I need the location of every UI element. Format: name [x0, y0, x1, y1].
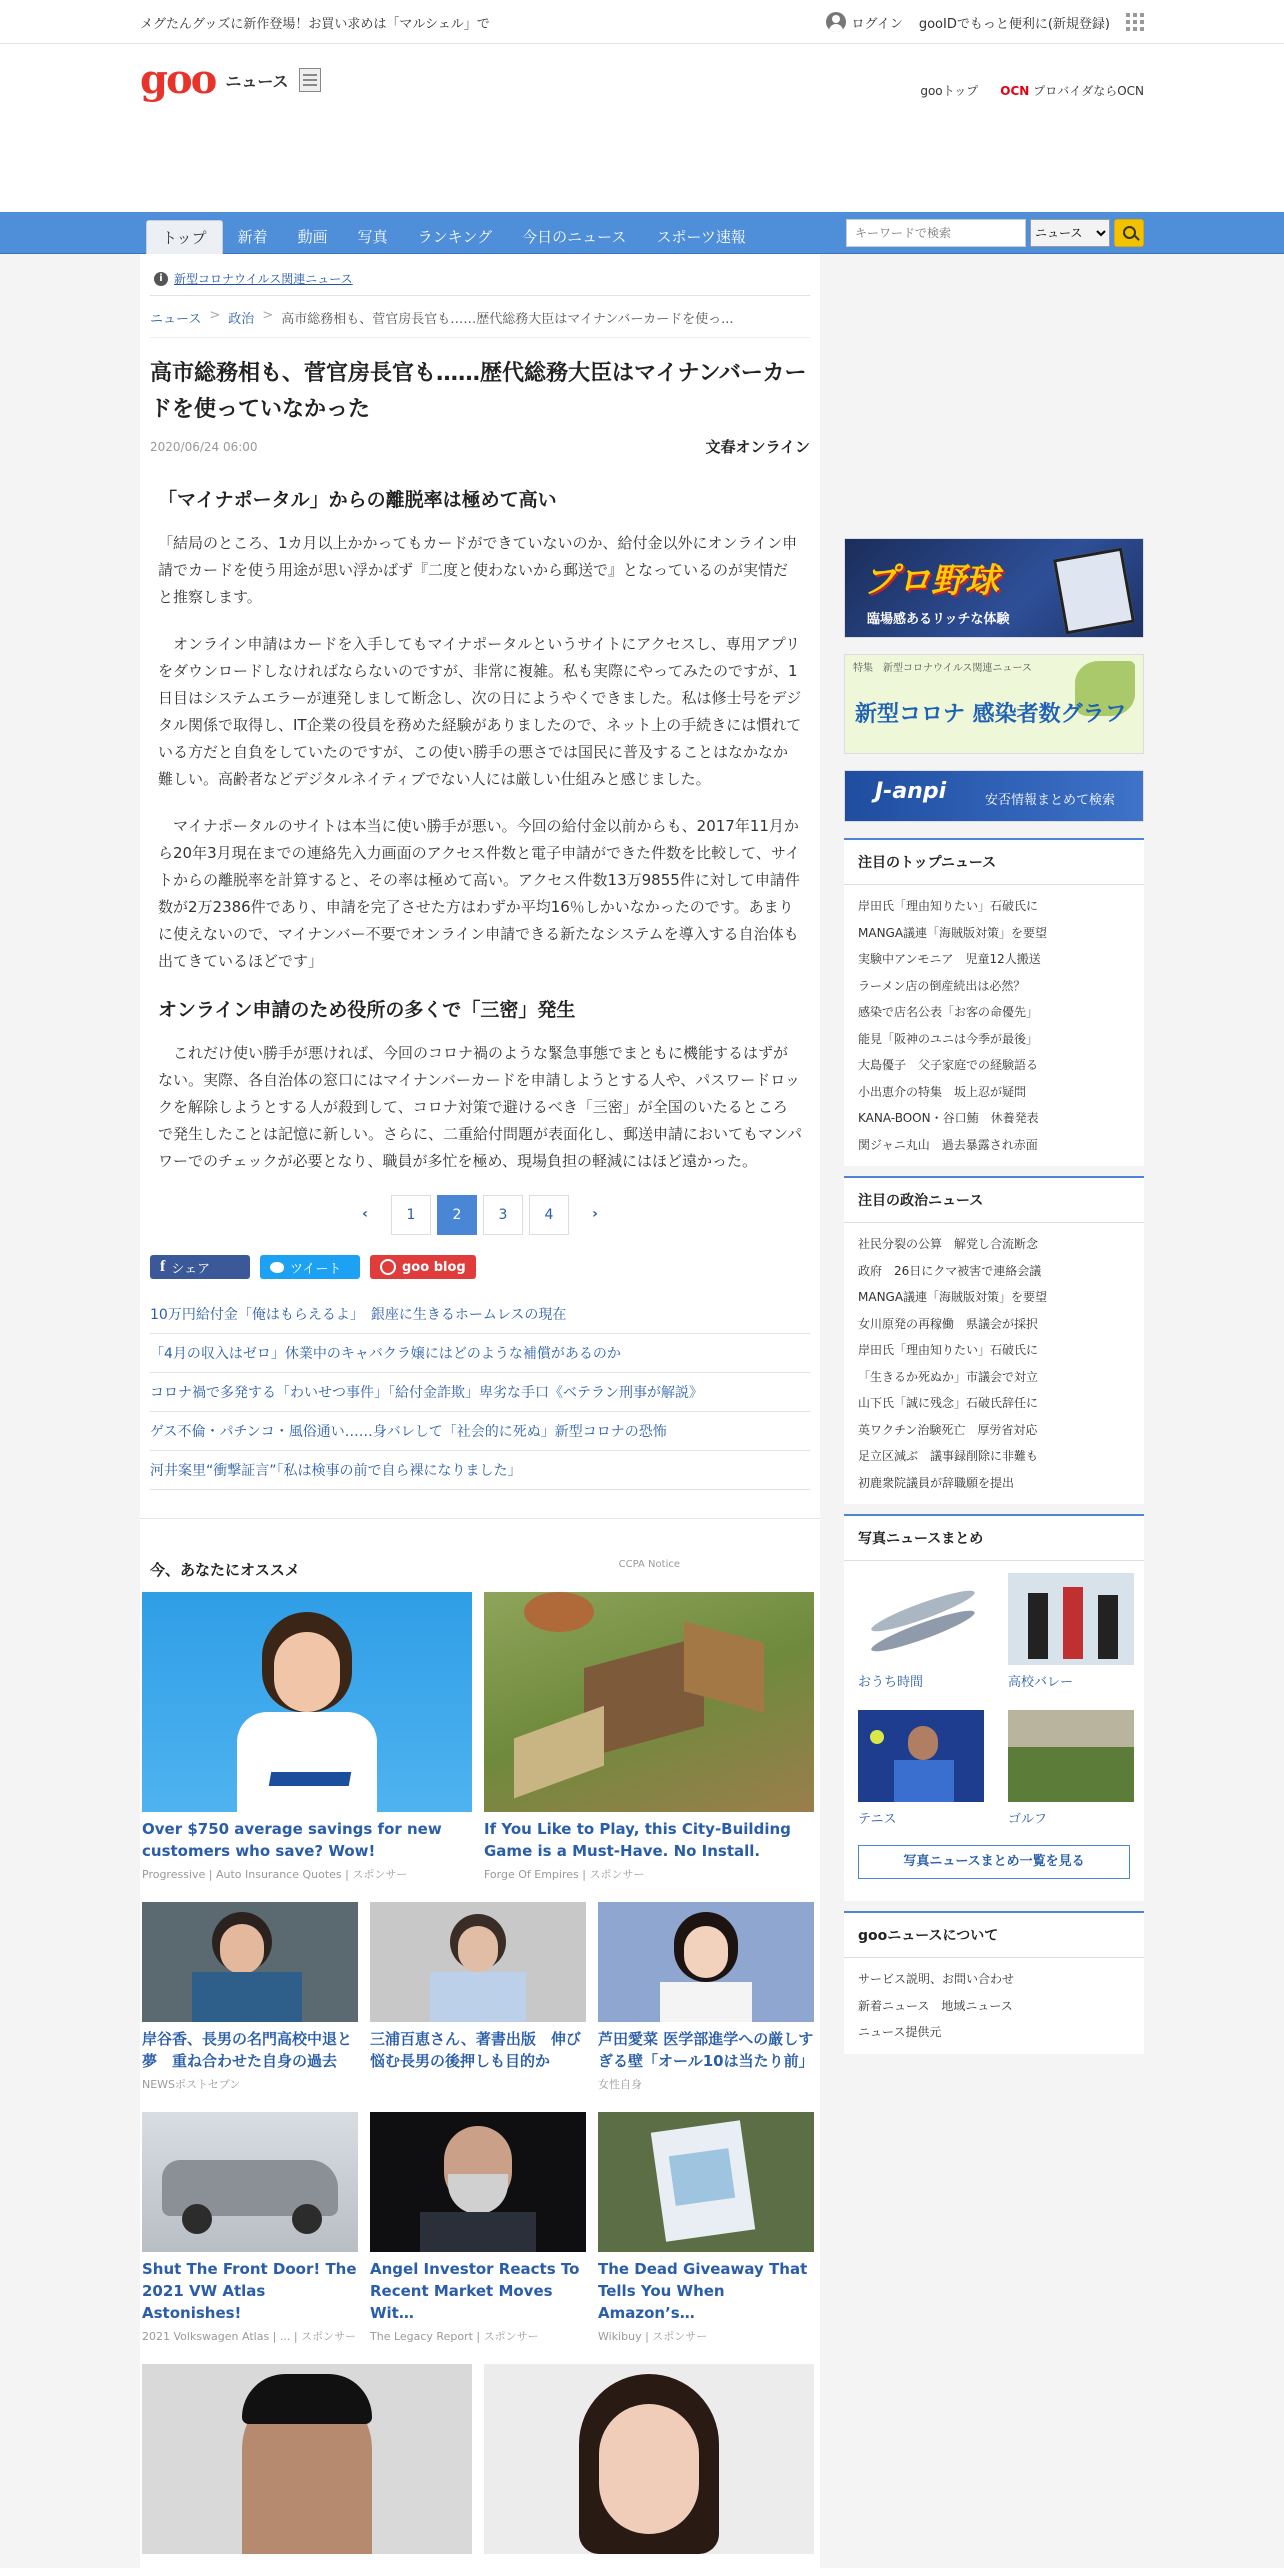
- reco-card[interactable]: [484, 1592, 814, 1882]
- section-heading: 写真ニュースまとめ: [844, 1528, 1144, 1561]
- tab-sports[interactable]: スポーツ速報: [656, 228, 746, 246]
- twitter-icon: [270, 1262, 284, 1273]
- goo-blog-label: goo blog: [402, 1259, 466, 1275]
- twitter-share-button[interactable]: [260, 1255, 360, 1279]
- top-news-item[interactable]: 小出恵介の特集 坂上忍が疑問: [858, 1084, 1027, 1099]
- article-subheading: 「マイナポータル」からの離脱率は極めて高い: [158, 489, 557, 511]
- ccpa-notice-link[interactable]: CCPA Notice: [618, 1559, 680, 1570]
- reco-title: 岸谷香、長男の名門高校中退と夢 重ね合わせた自身の過去: [142, 2030, 353, 2070]
- search-category-select[interactable]: [1030, 219, 1110, 247]
- breadcrumb-current: 高市総務相も、菅官房長官も……歴代総務大臣はマイナンバーカードを使っ...: [281, 312, 734, 327]
- page-2-button[interactable]: 2: [437, 1195, 477, 1235]
- goo-blog-button[interactable]: [370, 1255, 476, 1279]
- photo-caption: おうち時間: [858, 1675, 924, 1690]
- next-page-button[interactable]: ›: [575, 1195, 615, 1235]
- photo-thumbnail: [1008, 1710, 1134, 1802]
- tab-photo[interactable]: 写真: [357, 228, 388, 246]
- breadcrumb: [150, 296, 810, 338]
- related-links: [150, 1295, 810, 1490]
- reco-card[interactable]: [484, 2364, 814, 2554]
- top-news-item[interactable]: 能見「阪神のユニは今季が最後」: [858, 1031, 1039, 1046]
- top-news-item[interactable]: 実験中アンモニア 児童12人搬送: [858, 952, 1041, 966]
- about-list: [858, 1966, 1130, 2046]
- reco-title: Over $750 average savings for new customers who save? Wow!: [142, 1820, 442, 1860]
- tab-ranking[interactable]: ランキング: [417, 228, 493, 246]
- politics-news-section: [844, 1176, 1144, 1504]
- reco-thumbnail: [598, 1902, 814, 2022]
- ocn-text: プロバイダならOCN: [1033, 83, 1144, 98]
- tab-new[interactable]: 新着: [237, 228, 268, 246]
- photo-caption: テニス: [858, 1812, 897, 1827]
- reco-source: 女性自身: [598, 2078, 642, 2091]
- about-section: [844, 1911, 1144, 2054]
- reco-thumbnail: [484, 1592, 814, 1812]
- search-icon[interactable]: [1114, 219, 1144, 247]
- sidebar: [844, 254, 1144, 2064]
- main-column: [140, 254, 820, 2568]
- twitter-share-label: ツイート: [290, 1261, 342, 1277]
- apps-grid-icon[interactable]: [1126, 13, 1144, 31]
- reco-title: Angel Investor Reacts To Recent Market Moves Wit…: [370, 2260, 580, 2322]
- info-icon: i: [154, 272, 168, 286]
- reco-source: Wikibuy | スポンサー: [598, 2330, 708, 2343]
- breadcrumb-separator: >: [262, 308, 274, 323]
- reco-thumbnail: [370, 2112, 586, 2252]
- article-subheading: オンライン申請のため役所の多くで「三密」発生: [158, 999, 576, 1021]
- politics-news-item[interactable]: 政府 26日にクマ被害で連絡会議: [858, 1263, 1042, 1278]
- banner-title: J-anpi: [875, 779, 947, 804]
- banner-subtitle: 安否情報まとめて検索: [985, 793, 1116, 808]
- article-body: [150, 457, 810, 1175]
- photo-item[interactable]: [1008, 1573, 1134, 1700]
- related-link[interactable]: 10万円給付金「俺はもらえるよ」 銀座に生きるホームレスの現在: [150, 1295, 810, 1334]
- page-4-button[interactable]: 4: [529, 1195, 569, 1235]
- section-heading: 注目の政治ニュース: [844, 1190, 1144, 1223]
- photo-caption: ゴルフ: [1008, 1812, 1048, 1827]
- reco-thumbnail: [142, 1592, 472, 1812]
- recommendations: [140, 1518, 820, 2554]
- photo-item[interactable]: [1008, 1710, 1134, 1837]
- reco-title: Shut The Front Door! The 2021 VW Atlas Astonishes!: [142, 2260, 357, 2322]
- goo-id-register-link[interactable]: gooIDでもっと便利に(新規登録): [918, 16, 1110, 32]
- goo-blog-icon: [380, 1259, 396, 1275]
- phone-icon: [1053, 547, 1135, 634]
- reco-card[interactable]: [370, 1902, 586, 2092]
- top-news-item[interactable]: ラーメン店の倒産続出は必然？: [858, 978, 1026, 993]
- page-1-button[interactable]: 1: [391, 1195, 431, 1235]
- reco-thumbnail: [484, 2364, 814, 2554]
- reco-card[interactable]: [142, 2364, 472, 2554]
- politics-news-item[interactable]: 「生きるか死ぬか」市議会で対立: [858, 1369, 1039, 1384]
- about-link[interactable]: サービス説明、お問い合わせ: [858, 1972, 1015, 1986]
- photo-item[interactable]: [858, 1710, 984, 1837]
- user-icon: [826, 12, 846, 32]
- share-buttons: [150, 1255, 810, 1287]
- politics-news-item[interactable]: 山下氏「誠に残念」石破氏辞任に: [858, 1396, 1039, 1410]
- politics-news-item[interactable]: 社民分裂の公算 解党し合流断念: [858, 1237, 1039, 1251]
- politics-news-item[interactable]: 初鹿衆院議員が辞職願を提出: [858, 1475, 1015, 1490]
- reco-source: Forge Of Empires | スポンサー: [484, 1868, 645, 1881]
- nav-tabs: [140, 220, 761, 254]
- politics-news-list: [858, 1231, 1130, 1496]
- article-source[interactable]: 文春オンライン: [705, 438, 810, 456]
- tab-top[interactable]: トップ: [146, 220, 223, 254]
- article: [140, 356, 820, 1490]
- about-link[interactable]: ニュース提供元: [858, 2025, 942, 2039]
- section-heading: gooニュースについて: [844, 1925, 1144, 1958]
- reco-source: NEWSポストセブン: [142, 2078, 241, 2091]
- breadcrumb-separator: >: [209, 308, 221, 323]
- politics-news-item[interactable]: 英ワクチン治験死亡 厚労省対応: [858, 1422, 1038, 1437]
- top-news-item[interactable]: 大島優子 父子家庭での経験語る: [858, 1058, 1039, 1072]
- search-input[interactable]: [846, 219, 1026, 247]
- facebook-share-button[interactable]: [150, 1255, 250, 1279]
- ocn-link[interactable]: [1000, 82, 1144, 99]
- reco-card[interactable]: [142, 1592, 472, 1882]
- reco-heading: 今、あなたにオススメ: [150, 1561, 300, 1579]
- reco-thumbnail: [142, 1902, 358, 2022]
- banner-tag: 特集 新型コロナウイルス関連ニュース: [853, 663, 1032, 674]
- top-news-item[interactable]: KANA-BOON・谷口鮪 休養発表: [858, 1111, 1039, 1125]
- pagination: [150, 1195, 810, 1235]
- article-title: 高市総務相も、菅官房長官も……歴代総務大臣はマイナンバーカードを使っていなかった: [150, 361, 807, 422]
- photo-thumbnail: [858, 1573, 984, 1665]
- article-paragraph: マイナポータルのサイトは本当に使い勝手が悪い。今回の給付金以前からも、2017年11月から20年3月現在までの連絡先入力画面のアクセス件数と電子申請ができた件数を比較して、サイトからの離脱率を計算すると、その率は極めて高い。アクセス件数13万9855件に対して申請件数が2万2386件であり、申請を完了させた方はわずか平均16％しかいなかったのです。あまりに使えないので、マイナンバー不要でオンライン申請できる新たなシステムを導入する自治体も出てきているほどです」: [158, 817, 800, 970]
- reco-card[interactable]: [598, 2112, 814, 2344]
- top-news-item[interactable]: 感染で店名公表「お客の命優先」: [858, 1005, 1039, 1019]
- photo-thumbnail: [858, 1710, 984, 1802]
- top-news-item[interactable]: MANGA議連「海賊版対策」を要望: [858, 925, 1048, 940]
- reco-title: 三浦百恵さん、著書出版 伸び悩む長男の後押しも目的か: [370, 2030, 581, 2070]
- reco-thumbnail: [142, 2112, 358, 2252]
- related-link[interactable]: 河井案里“衝撃証言”「私は検事の前で自ら裸になりました」: [150, 1451, 810, 1490]
- photo-news-section: [844, 1514, 1144, 1901]
- breadcrumb-news[interactable]: ニュース: [150, 312, 202, 327]
- reco-card[interactable]: [142, 2112, 358, 2344]
- politics-news-item[interactable]: 女川原発の再稼働 県議会が採択: [858, 1316, 1039, 1331]
- reco-card[interactable]: [142, 1902, 358, 2092]
- article-paragraph: オンライン申請はカードを入手してもマイナポータルというサイトにアクセスし、専用アプリをダウンロードしなければならないのですが、非常に複雑。私も実際にやってみたのですが、1日目はシステムエラーが連発しまして断念し、次の日にようやくできました。私は修士号をデジタル関係で取得し、IT企業の役員を務めた経験がありましたので、ネット上の手続きには慣れている方だと自負をしていたのですが、この使い勝手の悪さでは国民に普及することはなかなか難しい。高齢者などデジタルネイティブでない人には厳しい仕組みと感じました。: [158, 635, 802, 788]
- photo-more-button[interactable]: 写真ニュースまとめ一覧を見る: [858, 1845, 1130, 1879]
- banner-title: プロ野球: [863, 561, 999, 601]
- politics-news-item[interactable]: MANGA議連「海賊版対策」を要望: [858, 1290, 1048, 1304]
- reco-source: 2021 Volkswagen Atlas | ... | スポンサー: [142, 2330, 357, 2343]
- article-paragraph: これだけ使い勝手が悪ければ、今回のコロナ禍のような緊急事態でまともに機能するはずがない。実際、各自治体の窓口にはマイナンバーカードを申請しようとする人や、パスワードロックを解除しようとする人が殺到して、コロナ対策で避けるべき「三密」が全国のいたるところで発生したことは記憶に新しい。さらに、二重給付問題が表面化し、郵送申請においてもマンパワーでのチェックが必要となり、職員が多忙を極め、現場負担の軽減にはほど遠かった。: [158, 1044, 802, 1170]
- reco-thumbnail: [598, 2112, 814, 2252]
- top-news-section: [844, 838, 1144, 1166]
- reco-thumbnail: [370, 1902, 586, 2022]
- top-news-list: [858, 893, 1130, 1158]
- article-paragraph: 「結局のところ、1カ月以上かかってもカードができていないのか、給付金以外にオンライン申請でカードを使う用途が思い浮かばず『二度と使わないから郵送で』となっているのが実情だと推察します。: [158, 534, 798, 606]
- related-link[interactable]: コロナ禍で多発する「わいせつ事件」「給付金詐欺」卑劣な手口《ベテラン刑事が解説》: [150, 1373, 810, 1412]
- global-nav: [0, 212, 1284, 254]
- news-logo-text: ニュース: [225, 71, 289, 91]
- tab-today[interactable]: 今日のニュース: [522, 228, 627, 246]
- section-heading: 注目のトップニュース: [844, 852, 1144, 885]
- covid-news-link[interactable]: 新型コロナウイルス関連ニュース: [174, 272, 353, 286]
- photo-caption: 高校バレー: [1008, 1675, 1074, 1690]
- facebook-share-label: シェア: [171, 1261, 211, 1277]
- about-link[interactable]: 新着ニュース 地域ニュース: [858, 1998, 1013, 2013]
- breadcrumb-politics[interactable]: 政治: [228, 312, 255, 327]
- ocn-logo: OCN: [1000, 83, 1030, 98]
- article-date: 2020/06/24 06:00: [150, 439, 258, 454]
- top-strip: [0, 0, 1284, 44]
- reco-source: The Legacy Report | スポンサー: [370, 2330, 539, 2343]
- j-anpi-banner[interactable]: [844, 770, 1144, 822]
- photo-item[interactable]: [858, 1573, 984, 1700]
- politics-news-item[interactable]: 岸田氏「理由知りたい」石破氏に: [858, 1343, 1039, 1357]
- facebook-icon: f: [160, 1258, 166, 1275]
- prev-page-button[interactable]: ‹: [345, 1195, 385, 1235]
- login-label: ログイン: [851, 16, 903, 32]
- tab-video[interactable]: 動画: [297, 228, 328, 246]
- reco-thumbnail: [142, 2364, 472, 2554]
- reco-card[interactable]: [370, 2112, 586, 2344]
- reco-card[interactable]: [598, 1902, 814, 2092]
- goo-top-link[interactable]: gooトップ: [920, 83, 979, 98]
- goo-logo-text: goo: [140, 56, 216, 103]
- reco-source: Progressive | Auto Insurance Quotes | スポンサー: [142, 1868, 408, 1881]
- politics-news-item[interactable]: 足立区減ぶ 議事録削除に非難も: [858, 1449, 1039, 1463]
- newspaper-icon: [299, 68, 321, 92]
- page-3-button[interactable]: 3: [483, 1195, 523, 1235]
- covid-graph-banner[interactable]: [844, 654, 1144, 754]
- reco-title: If You Like to Play, this City-Building Game is a Must-Have. No Install.: [484, 1820, 791, 1860]
- photo-thumbnail: [1008, 1573, 1134, 1665]
- login-link[interactable]: [826, 12, 902, 32]
- goo-news-logo[interactable]: [140, 56, 321, 103]
- covid-notice: [150, 264, 810, 296]
- baseball-banner[interactable]: [844, 538, 1144, 638]
- reco-title: 芦田愛菜 医学部進学への厳しすぎる壁「オール10は当たり前」: [598, 2030, 814, 2070]
- top-news-item[interactable]: 関ジャニ丸山 過去暴露され赤面: [858, 1137, 1038, 1152]
- reco-title: The Dead Giveaway That Tells You When Amazon’s…: [598, 2260, 808, 2322]
- top-news-item[interactable]: 岸田氏「理由知りたい」石破氏に: [858, 899, 1039, 913]
- site-header: [0, 44, 1284, 212]
- banner-subtitle: 臨場感あるリッチな体験: [867, 612, 1010, 627]
- related-link[interactable]: ゲス不倫・パチンコ・風俗通い……身バレして「社会的に死ぬ」新型コロナの恐怖: [150, 1412, 810, 1451]
- promo-link[interactable]: メグたんグッズに新作登場！お買い求めは「マルシェル」で: [140, 16, 490, 32]
- banner-title: 新型コロナ 感染者数グラフ: [855, 702, 1127, 727]
- search-box: [846, 212, 1144, 254]
- related-link[interactable]: 「4月の収入はゼロ」休業中のキャバクラ嬢にはどのような補償があるのか: [150, 1334, 810, 1373]
